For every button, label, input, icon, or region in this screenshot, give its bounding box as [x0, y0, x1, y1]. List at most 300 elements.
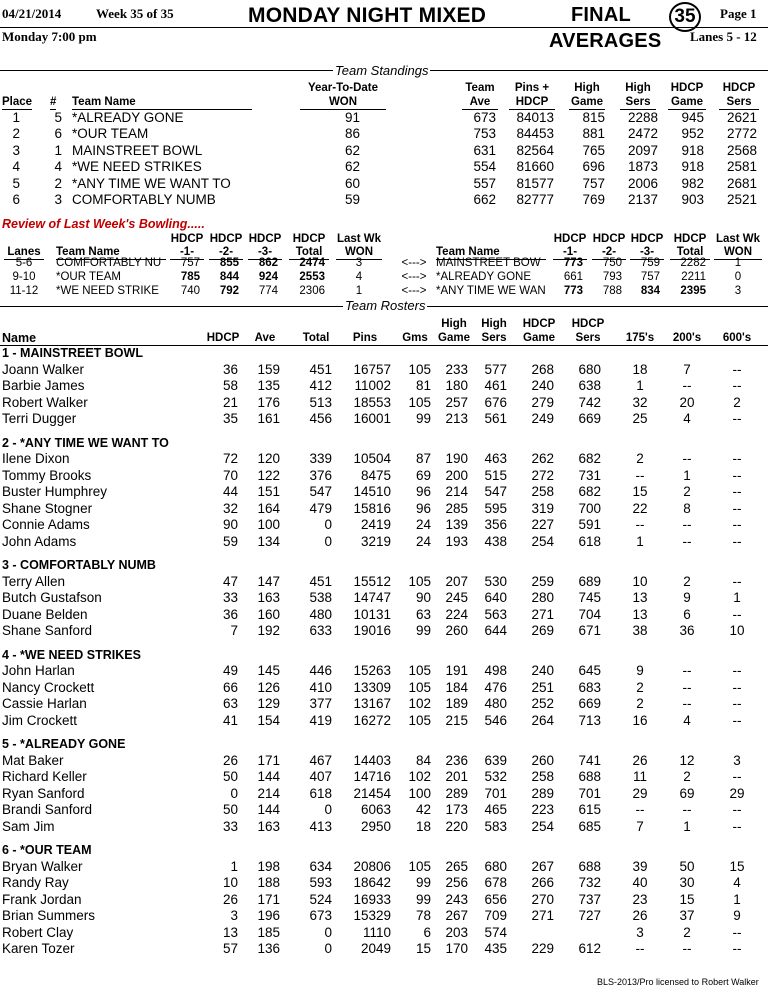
standings-ave: 631: [473, 142, 496, 158]
player-pins: 20806: [353, 858, 391, 874]
player-175s: 39: [632, 858, 648, 874]
player-total: 456: [309, 411, 332, 426]
player-high-game: 200: [445, 467, 468, 483]
player-ave: 164: [257, 500, 280, 516]
player-600s: --: [732, 533, 742, 549]
player-games: 105: [408, 394, 431, 410]
review-col-b-g1a: HDCP: [553, 233, 587, 245]
player-name: Sam Jim: [2, 818, 55, 834]
review-a-game3: 774: [258, 285, 278, 297]
standings-team-name: *ALREADY GONE: [72, 110, 184, 125]
player-games: 96: [415, 484, 431, 499]
player-name: Duane Belden: [2, 606, 88, 622]
review-a-game3: 862: [258, 257, 278, 269]
player-pins: 15329: [353, 908, 391, 923]
roster-player-row: [0, 859, 768, 875]
player-high-game: 203: [445, 924, 468, 940]
player-high-series: 563: [484, 606, 507, 622]
player-hdcp-game: 269: [531, 623, 554, 638]
player-total: 339: [309, 451, 332, 466]
review-b-game1: 773: [563, 257, 583, 269]
player-games: 84: [415, 752, 431, 768]
review-versus-arrow: <--->: [401, 285, 427, 297]
player-high-game: 170: [445, 941, 468, 956]
standings-pins: 81577: [516, 175, 554, 191]
player-pins: 13167: [353, 696, 391, 711]
player-high-series: 532: [484, 769, 507, 784]
col-place: Place: [2, 96, 33, 108]
standings-title: Team Standings: [335, 63, 429, 78]
player-600s: --: [732, 451, 742, 466]
player-600s: 4: [733, 875, 741, 890]
roster-player-row: [0, 819, 768, 835]
player-ave: 129: [257, 696, 280, 711]
player-games: 99: [415, 411, 431, 426]
player-total: 413: [309, 818, 332, 834]
review-b-game1: 661: [563, 271, 583, 283]
standings-won: 86: [344, 126, 360, 142]
player-hdcp-series: 615: [578, 802, 601, 817]
roster-col-600: 600's: [722, 332, 752, 344]
player-ave: 159: [257, 361, 280, 377]
lanes-label: Lanes 5 - 12: [690, 29, 757, 44]
standings-hdcp-game: 918: [681, 159, 704, 175]
player-total: 467: [309, 752, 332, 768]
review-a-total: 2474: [299, 257, 325, 269]
player-high-game: 190: [445, 451, 468, 466]
player-games: 24: [415, 517, 431, 532]
player-total: 480: [309, 606, 332, 622]
player-high-game: 207: [445, 573, 468, 589]
player-hdcp-game: 264: [531, 712, 554, 728]
player-hdcp-game: 270: [531, 891, 554, 907]
player-name: Frank Jordan: [2, 891, 82, 907]
player-pins: 6063: [360, 802, 391, 817]
review-a-total: 2306: [299, 285, 325, 297]
standings-place: 3: [12, 142, 20, 158]
review-col-wonb: WON: [336, 246, 382, 260]
roster-player-row: [0, 590, 768, 606]
review-col-lanes: Lanes: [4, 246, 44, 260]
player-200s: 6: [683, 606, 691, 622]
player-hdcp: 50: [222, 802, 238, 817]
standings-row: [0, 126, 768, 142]
standings-high-game: 757: [582, 175, 605, 191]
standings-team-name: MAINSTREET BOWL: [72, 142, 203, 158]
standings-team-number: 5: [54, 110, 62, 125]
player-600s: 2: [733, 394, 741, 410]
player-hdcp: 50: [222, 769, 238, 784]
player-hdcp-series: 645: [578, 663, 601, 678]
player-high-game: 189: [445, 696, 468, 711]
player-name: Ilene Dixon: [2, 451, 70, 466]
week-number-badge: 35: [669, 2, 701, 32]
review-col-team-a: Team Name: [56, 246, 166, 260]
player-name: Buster Humphrey: [2, 484, 108, 499]
roster-col-hhs-2: Sers: [575, 332, 601, 344]
player-name: John Harlan: [2, 663, 75, 678]
player-pins: 16757: [353, 361, 391, 377]
player-pins: 15263: [353, 663, 391, 678]
player-name: Robert Walker: [2, 394, 88, 410]
player-hdcp-game: 262: [531, 451, 554, 466]
player-hdcp-game: 260: [531, 752, 554, 768]
col-hhs-2: Sers: [719, 96, 759, 110]
review-col-b-wona: Last Wk: [715, 233, 761, 245]
player-name: Terry Allen: [2, 573, 66, 589]
player-ave: 136: [257, 941, 280, 956]
player-175s: 7: [636, 818, 644, 834]
player-600s: 15: [729, 858, 745, 874]
player-hdcp-game: 268: [531, 361, 554, 377]
player-pins: 8475: [360, 467, 391, 483]
standings-hdcp-game: 982: [681, 175, 704, 191]
player-total: 547: [309, 484, 332, 499]
player-hdcp-game: 251: [531, 679, 554, 695]
col-ytd-2: WON: [300, 96, 386, 110]
roster-col-hg-1: High: [441, 318, 467, 330]
player-600s: --: [732, 573, 742, 589]
player-175s: 38: [632, 623, 648, 638]
player-hdcp: 47: [222, 573, 238, 589]
player-hdcp: 1: [230, 858, 238, 874]
player-600s: 10: [729, 623, 745, 638]
standings-hdcp-series: 2568: [726, 142, 757, 158]
roster-player-row: [0, 908, 768, 924]
player-pins: 3219: [360, 533, 391, 549]
review-a-game1: 785: [180, 271, 200, 283]
player-hdcp-series: 741: [578, 752, 601, 768]
player-hdcp: 0: [230, 785, 238, 801]
standings-won: 62: [344, 142, 360, 158]
player-games: 105: [408, 679, 431, 695]
player-600s: --: [732, 818, 742, 834]
player-high-series: 356: [484, 517, 507, 532]
player-name: Robert Clay: [2, 924, 74, 940]
col-num: #: [50, 96, 57, 108]
player-high-series: 463: [484, 451, 507, 466]
player-175s: --: [635, 467, 645, 483]
review-b-game2: 750: [602, 257, 622, 269]
player-hdcp-series: 618: [578, 533, 601, 549]
player-600s: --: [732, 378, 742, 393]
roster-col-name: Name: [2, 331, 37, 345]
player-name: Nancy Crockett: [2, 679, 95, 695]
player-hdcp-series: 701: [578, 785, 601, 801]
player-600s: --: [732, 411, 742, 426]
player-hdcp-game: 254: [531, 533, 554, 549]
player-games: 102: [408, 769, 431, 784]
review-b-won: 1: [734, 257, 742, 269]
player-high-series: 530: [484, 573, 507, 589]
player-total: 593: [309, 875, 332, 890]
player-200s: 12: [679, 752, 695, 768]
review-col-b-wonb: WON: [714, 246, 762, 260]
player-ave: 160: [257, 606, 280, 622]
standings-high-game: 765: [582, 142, 605, 158]
player-600s: --: [732, 696, 742, 711]
player-pins: 10131: [353, 606, 391, 622]
player-hdcp-game: 240: [531, 663, 554, 678]
player-high-game: 257: [445, 394, 468, 410]
player-high-game: 236: [445, 752, 468, 768]
player-games: 24: [415, 533, 431, 549]
player-pins: 18553: [353, 394, 391, 410]
roster-col-gms: Gms: [402, 332, 428, 344]
player-games: 18: [415, 818, 431, 834]
roster-player-row: [0, 484, 768, 500]
player-hdcp: 26: [222, 891, 238, 907]
review-b-total: 2282: [680, 257, 706, 269]
roster-player-row: [0, 501, 768, 517]
player-total: 0: [324, 924, 332, 940]
standings-place: 5: [12, 175, 20, 191]
roster-col-hhg-1: HDCP: [522, 318, 556, 330]
player-ave: 192: [257, 623, 280, 638]
player-high-series: 644: [484, 623, 507, 638]
standings-pins: 81660: [516, 159, 554, 175]
standings-high-game: 881: [582, 126, 605, 142]
player-600s: 29: [729, 785, 745, 801]
player-games: 105: [408, 712, 431, 728]
player-175s: 32: [632, 394, 648, 410]
player-hdcp-series: 732: [578, 875, 601, 890]
player-total: 633: [309, 623, 332, 638]
player-600s: --: [732, 941, 742, 956]
standings-team-number: 1: [54, 142, 62, 158]
player-600s: --: [732, 484, 742, 499]
standings-place: 4: [12, 159, 20, 175]
player-name: John Adams: [2, 533, 77, 549]
standings-ave: 554: [473, 159, 496, 175]
player-175s: 13: [632, 590, 648, 605]
player-high-game: 213: [445, 411, 468, 426]
standings-team-name: *WE NEED STRIKES: [72, 159, 202, 175]
player-hdcp: 70: [222, 467, 238, 483]
player-high-game: 214: [445, 484, 468, 499]
player-hdcp: 33: [222, 590, 238, 605]
player-games: 105: [408, 858, 431, 874]
col-pins-1: Pins +: [514, 82, 550, 94]
review-b-game1: 773: [563, 285, 583, 297]
review-b-won: 0: [734, 271, 742, 283]
player-name: Tommy Brooks: [2, 467, 92, 483]
player-ave: 126: [257, 679, 280, 695]
player-hdcp-game: 259: [531, 573, 554, 589]
roster-player-row: [0, 802, 768, 818]
player-pins: 2419: [360, 517, 391, 532]
player-games: 99: [415, 875, 431, 890]
player-ave: 163: [257, 590, 280, 605]
standings-pins: 82564: [516, 142, 554, 158]
week-label: Week 35 of 35: [96, 6, 174, 21]
roster-player-row: [0, 769, 768, 785]
page-number: Page 1: [720, 6, 757, 21]
player-175s: 23: [632, 891, 648, 907]
player-200s: 7: [683, 361, 691, 377]
player-high-game: 243: [445, 891, 468, 907]
review-team-a: *WE NEED STRIKE: [56, 285, 159, 297]
player-200s: 4: [683, 411, 691, 426]
player-hdcp: 35: [222, 411, 238, 426]
player-hdcp-series: 742: [578, 394, 601, 410]
review-a-game1: 757: [180, 257, 200, 269]
averages-label: AVERAGES: [549, 30, 662, 52]
player-hdcp: 59: [222, 533, 238, 549]
player-hdcp-series: 689: [578, 573, 601, 589]
standings-high-series: 2097: [627, 142, 658, 158]
player-hdcp-game: 266: [531, 875, 554, 890]
player-pins: 15512: [353, 573, 391, 589]
player-pins: 14510: [353, 484, 391, 499]
standings-team-name: *OUR TEAM: [72, 126, 149, 142]
player-hdcp-game: 280: [531, 590, 554, 605]
player-200s: --: [682, 679, 692, 695]
player-hdcp-series: 671: [578, 623, 601, 638]
player-name: Terri Dugger: [2, 411, 77, 426]
player-high-game: 184: [445, 679, 468, 695]
player-ave: 145: [257, 663, 280, 678]
player-600s: --: [732, 361, 742, 377]
league-title: MONDAY NIGHT MIXED: [248, 4, 487, 27]
player-high-game: 285: [445, 500, 468, 516]
player-175s: --: [635, 802, 645, 817]
player-hdcp-game: 271: [531, 606, 554, 622]
player-ave: 185: [257, 924, 280, 940]
player-175s: 26: [632, 908, 648, 923]
player-175s: 2: [636, 451, 644, 466]
player-pins: 15816: [353, 500, 391, 516]
player-hdcp: 10: [222, 875, 238, 890]
review-col-g3b: -3-: [248, 246, 282, 260]
player-games: 105: [408, 361, 431, 377]
player-hdcp-series: 680: [578, 361, 601, 377]
player-hdcp: 36: [222, 361, 238, 377]
standings-high-game: 815: [582, 110, 605, 125]
player-high-game: 193: [445, 533, 468, 549]
player-hdcp: 26: [222, 752, 238, 768]
player-high-game: 201: [445, 769, 468, 784]
player-hdcp-game: 227: [531, 517, 554, 532]
player-hdcp-series: 685: [578, 818, 601, 834]
roster-col-pins: Pins: [352, 332, 378, 344]
review-col-tota: HDCP: [292, 233, 326, 245]
review-b-game2: 793: [602, 271, 622, 283]
player-games: 15: [415, 941, 431, 956]
player-high-game: 265: [445, 858, 468, 874]
roster-player-row: [0, 378, 768, 394]
player-200s: --: [682, 941, 692, 956]
review-b-game3: 759: [640, 257, 660, 269]
review-b-game3: 757: [640, 271, 660, 283]
player-ave: 171: [257, 891, 280, 907]
player-games: 99: [415, 623, 431, 638]
player-ave: 135: [257, 378, 280, 393]
player-total: 446: [309, 663, 332, 678]
player-high-series: 461: [484, 378, 507, 393]
col-hs-1: High: [625, 82, 651, 94]
player-hdcp-series: 682: [578, 451, 601, 466]
player-high-game: 215: [445, 712, 468, 728]
review-lanes: 5-6: [15, 257, 33, 269]
roster-col-hhs-1: HDCP: [571, 318, 605, 330]
player-ave: 196: [257, 908, 280, 923]
player-hdcp: 3: [230, 908, 238, 923]
standings-high-game: 696: [582, 159, 605, 175]
player-high-game: 139: [445, 517, 468, 532]
player-hdcp-series: 591: [578, 517, 601, 532]
review-team-a: *OUR TEAM: [56, 271, 121, 283]
player-200s: 9: [683, 590, 691, 605]
standings-row: [0, 192, 768, 208]
player-hdcp: 72: [222, 451, 238, 466]
player-name: Karen Tozer: [2, 941, 75, 956]
roster-col-175: 175's: [625, 332, 655, 344]
player-200s: 36: [679, 623, 695, 638]
player-total: 0: [324, 533, 332, 549]
player-200s: 2: [683, 573, 691, 589]
player-200s: --: [682, 663, 692, 678]
player-pins: 14716: [353, 769, 391, 784]
player-total: 419: [309, 712, 332, 728]
standings-team-name: *ANY TIME WE WANT TO: [72, 175, 231, 191]
player-200s: --: [682, 696, 692, 711]
player-ave: 151: [257, 484, 280, 499]
standings-team-number: 2: [54, 175, 62, 191]
roster-team-header: 5 - *ALREADY GONE: [2, 737, 126, 751]
player-hdcp: 33: [222, 818, 238, 834]
review-lanes: 9-10: [12, 271, 36, 283]
player-high-series: 701: [484, 785, 507, 801]
roster-player-row: [0, 451, 768, 467]
standings-hdcp-game: 903: [681, 192, 704, 207]
standings-won: 91: [344, 110, 360, 125]
review-col-g1a: HDCP: [170, 233, 204, 245]
player-hdcp: 21: [222, 394, 238, 410]
standings-place: 6: [12, 192, 20, 207]
player-hdcp: 63: [222, 696, 238, 711]
col-hhg-2: Game: [668, 96, 706, 110]
player-total: 410: [309, 679, 332, 695]
col-hhs-1: HDCP: [722, 82, 756, 94]
standings-won: 59: [344, 192, 360, 207]
player-games: 78: [415, 908, 431, 923]
roster-player-row: [0, 517, 768, 533]
player-total: 524: [309, 891, 332, 907]
report-date: 04/21/2014: [2, 6, 62, 21]
roster-team-header: 1 - MAINSTREET BOWL: [2, 346, 143, 360]
player-hdcp: 32: [222, 500, 238, 516]
player-175s: 2: [636, 679, 644, 695]
player-pins: 1110: [362, 924, 391, 940]
player-hdcp: 90: [222, 517, 238, 532]
player-175s: 13: [632, 606, 648, 622]
standings-hdcp-game: 945: [681, 110, 704, 125]
player-pins: 16933: [353, 891, 391, 907]
review-team-b: *ANY TIME WE WAN: [436, 285, 546, 297]
standings-place: 2: [12, 126, 20, 142]
review-col-b-g3b: -3-: [630, 246, 664, 260]
player-pins: 21454: [353, 785, 391, 801]
player-hdcp-game: 258: [531, 769, 554, 784]
col-ave-1: Team: [465, 82, 495, 94]
player-ave: 144: [257, 802, 280, 817]
player-hdcp-series: 700: [578, 500, 601, 516]
player-200s: 69: [679, 785, 695, 801]
roster-col-hg-2: Game: [438, 332, 470, 344]
player-total: 412: [309, 378, 332, 393]
player-ave: 161: [257, 411, 280, 426]
